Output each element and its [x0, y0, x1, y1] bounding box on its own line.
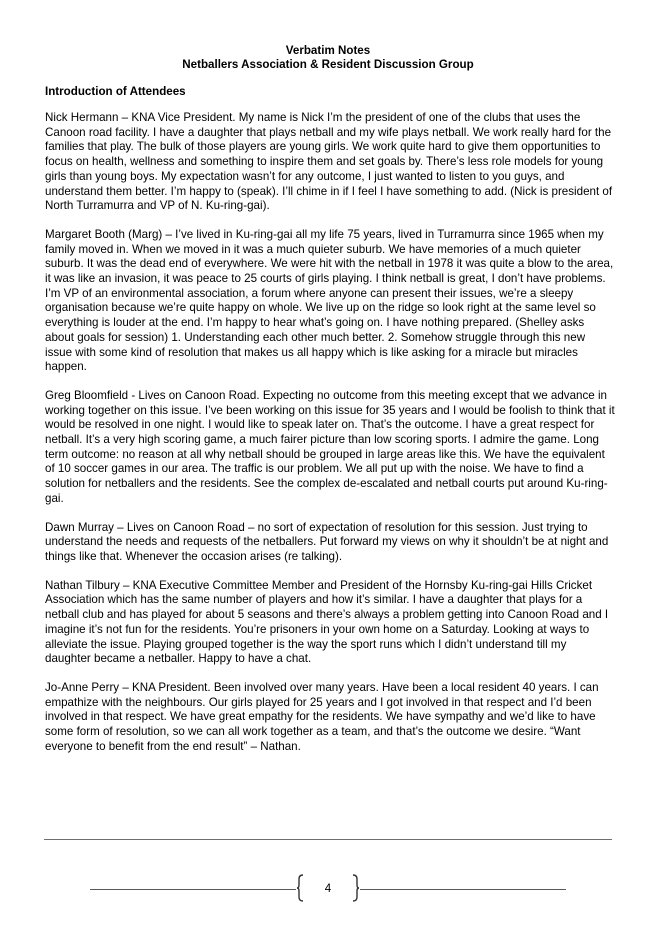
footer-line-left: [90, 889, 296, 890]
left-brace-icon: [296, 874, 304, 902]
document-heading: [0, 44, 656, 72]
paragraph-dawn-murray: Dawn Murray – Lives on Canoon Road – no sort of expectation of resolution for this session. Just trying to understand the needs and requests of the netballers. Put forward my views on why it shouldn’t be at night and things like that. Whenever the occasion arises (re talking).: [45, 520, 609, 563]
right-brace-icon: [352, 874, 360, 902]
document-body: [45, 111, 615, 768]
document-title: Verbatim Notes: [285, 44, 371, 57]
footer-line-right: [360, 889, 566, 890]
paragraph-margaret-booth: Margaret Booth (Marg) – I’ve lived in Ku-ring-gai all my life 75 years, lived in Turramurra since 1965 when my family moved in. When we moved in it was a much quieter suburb. We have memories of a much quieter suburb. It was the dead end of everywhere. We were hit with the netball in 1978 it was quite a blow to the area, it was like an invasion, it was peace to 25 courts of girls playing. I think netball is great, I don’t have problems. I’m VP of an environmental association, a forum where anyone can present their issues, we’re a sleepy organisation because we’re quite happy on whole. We live up on the ridge so look right at the same level so everything is louder at the end. I’m happy to hear what’s going on. I have nothing prepared. (Shelley asks about goals for session) 1. Understanding each other much better. 2. Somehow struggle through this new issue with some kind of resolution that makes us all happy which is like asking for a miracle but miracles happen.: [45, 227, 614, 374]
paragraph-jo-anne-perry: Jo-Anne Perry – KNA President. Been involved over many years. Have been a local resident 40 years. I can empathize with the neighbours. Our girls played for 25 years and I got involved in that respect and I’d been involved in that respect. We have great empathy for the residents. We have sympathy and we’d like to have some form of resolution, so we can all work together as a team, and that’s the outcome we desire. “Want everyone to benefit from the end result” – Nathan.: [45, 680, 599, 753]
paragraph-nathan-tilbury: Nathan Tilbury – KNA Executive Committee Member and President of the Hornsby Ku-ring-gai Hills Cricket Association which has the same number of players and how it’s similar. I have a daughter that plays for a netball club and has played for about 5 seasons and there’s always a problem getting into Canoon Road and I imagine it’s not fun for the residents. You’re prisoners in your own home on a Saturday. Looking at ways to alleviate the issue. Playing grouped together is the way the sport runs which I didn’t understand till my daughter became a netballer. Happy to have a chat.: [45, 578, 609, 666]
document-subtitle: Netballers Association & Resident Discussion Group: [182, 58, 474, 71]
paragraph-nick-hermann: Nick Hermann – KNA Vice President. My name is Nick I’m the president of one of the clubs that uses the Canoon road facility. I have a daughter that plays netball and my wife plays netball. We work really hard for the families that play. The bulk of those players are young girls. We work quite hard to give them opportunities to focus on health, wellness and something to inspire them and set goals by. There’s less role models for young girls than young boys. My expectation wasn’t for any outcome, I just wanted to listen to you guys, and understand them better. I’m happy to (speak). I’ll chime in if I feel I have something to add. (Nick is president of North Turramurra and VP of N. Ku-ring-gai).: [45, 111, 613, 213]
section-heading: Introduction of Attendees: [45, 85, 186, 98]
page-number: 4: [324, 882, 332, 895]
paragraph-greg-bloomfield: Greg Bloomfield - Lives on Canoon Road. Expecting no outcome from this meeting except that we advance in working together on this issue. I’ve been working on this issue for 35 years and I would be foolish to think that it would be resolved in one night. I would like to speak later on. That’s the outcome. I have a great respect for netball. It’s a very high scoring game, a much fairer picture than low scoring sports. I admire the game. Long term outcome: no reason at all why netball should be grouped in large areas like this. We have the equivalent of 10 soccer games in our area. The traffic is our problem. We all put up with the noise. We have to find a solution for netballers and the residents. See the complex de-escalated and netball courts put around Ku-ring-gai.: [45, 388, 615, 505]
page-footer: [0, 874, 656, 904]
footer-divider: [44, 839, 612, 840]
